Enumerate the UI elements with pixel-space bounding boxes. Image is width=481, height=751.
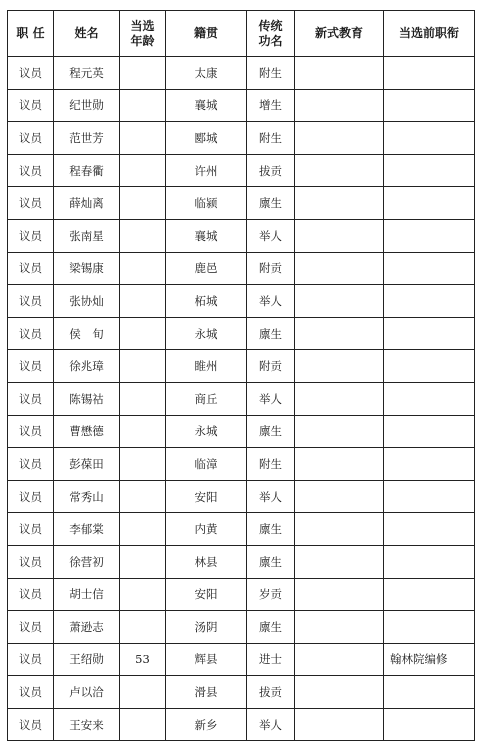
education-cell — [295, 285, 384, 318]
education-cell — [295, 350, 384, 383]
name-cell: 侯 旬 — [54, 317, 120, 350]
degree-cell: 进士 — [247, 643, 295, 676]
degree-cell: 附生 — [247, 57, 295, 90]
education-cell — [295, 676, 384, 709]
native-place-cell: 安阳 — [166, 480, 247, 513]
prior-title-cell — [384, 382, 475, 415]
table-row — [8, 317, 475, 350]
degree-cell: 举人 — [247, 708, 295, 741]
prior-title-cell — [384, 513, 475, 546]
education-cell — [295, 611, 384, 644]
degree-cell: 拔贡 — [247, 154, 295, 187]
degree-cell: 举人 — [247, 285, 295, 318]
table-row — [8, 708, 475, 741]
native-place-cell: 临颍 — [166, 187, 247, 220]
education-cell — [295, 219, 384, 252]
degree-cell: 举人 — [247, 219, 295, 252]
native-place-cell: 襄城 — [166, 219, 247, 252]
degree-cell: 举人 — [247, 382, 295, 415]
prior-title-cell — [384, 578, 475, 611]
name-cell: 范世芳 — [54, 122, 120, 155]
name-cell: 徐兆璋 — [54, 350, 120, 383]
age-cell — [120, 448, 166, 481]
name-cell: 程春衢 — [54, 154, 120, 187]
education-cell — [295, 415, 384, 448]
degree-cell: 附生 — [247, 122, 295, 155]
age-cell — [120, 578, 166, 611]
name-cell: 程元英 — [54, 57, 120, 90]
age-cell — [120, 513, 166, 546]
age-cell — [120, 57, 166, 90]
education-cell — [295, 382, 384, 415]
degree-cell: 拔贡 — [247, 676, 295, 709]
native-place-cell: 滑县 — [166, 676, 247, 709]
age-cell — [120, 676, 166, 709]
education-cell — [295, 643, 384, 676]
header-row — [8, 11, 475, 57]
position-cell: 议员 — [8, 89, 54, 122]
name-cell: 张南星 — [54, 219, 120, 252]
name-cell: 陈锡祜 — [54, 382, 120, 415]
degree-cell: 附贡 — [247, 350, 295, 383]
position-cell: 议员 — [8, 252, 54, 285]
degree-cell: 附生 — [247, 448, 295, 481]
native-place-cell: 安阳 — [166, 578, 247, 611]
native-place-cell: 林县 — [166, 545, 247, 578]
table-row — [8, 643, 475, 676]
native-place-cell: 许州 — [166, 154, 247, 187]
education-cell — [295, 708, 384, 741]
header-prior-title: 当选前职衔 — [384, 11, 475, 57]
degree-cell: 廪生 — [247, 513, 295, 546]
prior-title-cell — [384, 480, 475, 513]
position-cell: 议员 — [8, 57, 54, 90]
prior-title-cell — [384, 187, 475, 220]
degree-cell: 廪生 — [247, 545, 295, 578]
table-row — [8, 252, 475, 285]
position-cell: 议员 — [8, 578, 54, 611]
native-place-cell: 新乡 — [166, 708, 247, 741]
age-cell — [120, 187, 166, 220]
header-age: 当选 年龄 — [120, 11, 166, 57]
table-row — [8, 122, 475, 155]
age-cell — [120, 154, 166, 187]
name-cell: 彭葆田 — [54, 448, 120, 481]
age-cell — [120, 285, 166, 318]
position-cell: 议员 — [8, 317, 54, 350]
position-cell: 议员 — [8, 122, 54, 155]
position-cell: 议员 — [8, 350, 54, 383]
education-cell — [295, 187, 384, 220]
table-row — [8, 285, 475, 318]
age-cell — [120, 611, 166, 644]
table-row — [8, 480, 475, 513]
education-cell — [295, 578, 384, 611]
age-cell — [120, 317, 166, 350]
prior-title-cell — [384, 89, 475, 122]
prior-title-cell — [384, 285, 475, 318]
header-name: 姓名 — [54, 11, 120, 57]
position-cell: 议员 — [8, 448, 54, 481]
education-cell — [295, 252, 384, 285]
table-row — [8, 578, 475, 611]
header-traditional-degree: 传统 功名 — [247, 11, 295, 57]
prior-title-cell — [384, 708, 475, 741]
name-cell: 薛灿离 — [54, 187, 120, 220]
table-row — [8, 187, 475, 220]
name-cell: 徐营初 — [54, 545, 120, 578]
native-place-cell: 永城 — [166, 317, 247, 350]
prior-title-cell — [384, 676, 475, 709]
name-cell: 李郁棠 — [54, 513, 120, 546]
native-place-cell: 郾城 — [166, 122, 247, 155]
age-cell — [120, 708, 166, 741]
name-cell: 胡士信 — [54, 578, 120, 611]
native-place-cell: 永城 — [166, 415, 247, 448]
prior-title-cell — [384, 317, 475, 350]
prior-title-cell — [384, 219, 475, 252]
prior-title-cell — [384, 252, 475, 285]
position-cell: 议员 — [8, 708, 54, 741]
position-cell: 议员 — [8, 187, 54, 220]
position-cell: 议员 — [8, 513, 54, 546]
native-place-cell: 睢州 — [166, 350, 247, 383]
education-cell — [295, 480, 384, 513]
prior-title-cell: 翰林院编修 — [384, 643, 475, 676]
prior-title-cell — [384, 545, 475, 578]
native-place-cell: 襄城 — [166, 89, 247, 122]
name-cell: 张协灿 — [54, 285, 120, 318]
table-row — [8, 382, 475, 415]
age-cell — [120, 480, 166, 513]
degree-cell: 廪生 — [247, 317, 295, 350]
name-cell: 常秀山 — [54, 480, 120, 513]
degree-cell: 廪生 — [247, 611, 295, 644]
name-cell: 纪世勋 — [54, 89, 120, 122]
name-cell: 卢以洽 — [54, 676, 120, 709]
table-row — [8, 611, 475, 644]
age-cell: 53 — [120, 643, 166, 676]
age-cell — [120, 350, 166, 383]
native-place-cell: 鹿邑 — [166, 252, 247, 285]
prior-title-cell — [384, 448, 475, 481]
position-cell: 议员 — [8, 480, 54, 513]
age-cell — [120, 382, 166, 415]
name-cell: 萧逊志 — [54, 611, 120, 644]
table-row — [8, 89, 475, 122]
age-cell — [120, 252, 166, 285]
name-cell: 曹懋德 — [54, 415, 120, 448]
table-row — [8, 350, 475, 383]
position-cell: 议员 — [8, 154, 54, 187]
roster-table — [7, 10, 475, 741]
position-cell: 议员 — [8, 219, 54, 252]
education-cell — [295, 545, 384, 578]
table-row — [8, 448, 475, 481]
position-cell: 议员 — [8, 285, 54, 318]
position-cell: 议员 — [8, 611, 54, 644]
prior-title-cell — [384, 415, 475, 448]
table-row — [8, 676, 475, 709]
native-place-cell: 内黄 — [166, 513, 247, 546]
degree-cell: 岁贡 — [247, 578, 295, 611]
education-cell — [295, 154, 384, 187]
native-place-cell: 汤阴 — [166, 611, 247, 644]
degree-cell: 增生 — [247, 89, 295, 122]
table-row — [8, 219, 475, 252]
table-row — [8, 513, 475, 546]
degree-cell: 举人 — [247, 480, 295, 513]
education-cell — [295, 57, 384, 90]
degree-cell: 廪生 — [247, 187, 295, 220]
table-row — [8, 415, 475, 448]
education-cell — [295, 513, 384, 546]
prior-title-cell — [384, 57, 475, 90]
prior-title-cell — [384, 611, 475, 644]
position-cell: 议员 — [8, 415, 54, 448]
header-native-place: 籍贯 — [166, 11, 247, 57]
roster-body — [8, 57, 475, 741]
age-cell — [120, 415, 166, 448]
position-cell: 议员 — [8, 676, 54, 709]
position-cell: 议员 — [8, 643, 54, 676]
education-cell — [295, 89, 384, 122]
header-modern-education: 新式教育 — [295, 11, 384, 57]
position-cell: 议员 — [8, 545, 54, 578]
native-place-cell: 辉县 — [166, 643, 247, 676]
name-cell: 梁锡康 — [54, 252, 120, 285]
prior-title-cell — [384, 122, 475, 155]
position-cell: 议员 — [8, 382, 54, 415]
prior-title-cell — [384, 154, 475, 187]
native-place-cell: 柘城 — [166, 285, 247, 318]
degree-cell: 附贡 — [247, 252, 295, 285]
education-cell — [295, 317, 384, 350]
age-cell — [120, 219, 166, 252]
native-place-cell: 太康 — [166, 57, 247, 90]
education-cell — [295, 448, 384, 481]
native-place-cell: 商丘 — [166, 382, 247, 415]
table-row — [8, 57, 475, 90]
native-place-cell: 临漳 — [166, 448, 247, 481]
degree-cell: 廪生 — [247, 415, 295, 448]
age-cell — [120, 89, 166, 122]
header-position: 职 任 — [8, 11, 54, 57]
name-cell: 王绍勋 — [54, 643, 120, 676]
prior-title-cell — [384, 350, 475, 383]
age-cell — [120, 545, 166, 578]
name-cell: 王安来 — [54, 708, 120, 741]
table-row — [8, 545, 475, 578]
age-cell — [120, 122, 166, 155]
table-row — [8, 154, 475, 187]
education-cell — [295, 122, 384, 155]
